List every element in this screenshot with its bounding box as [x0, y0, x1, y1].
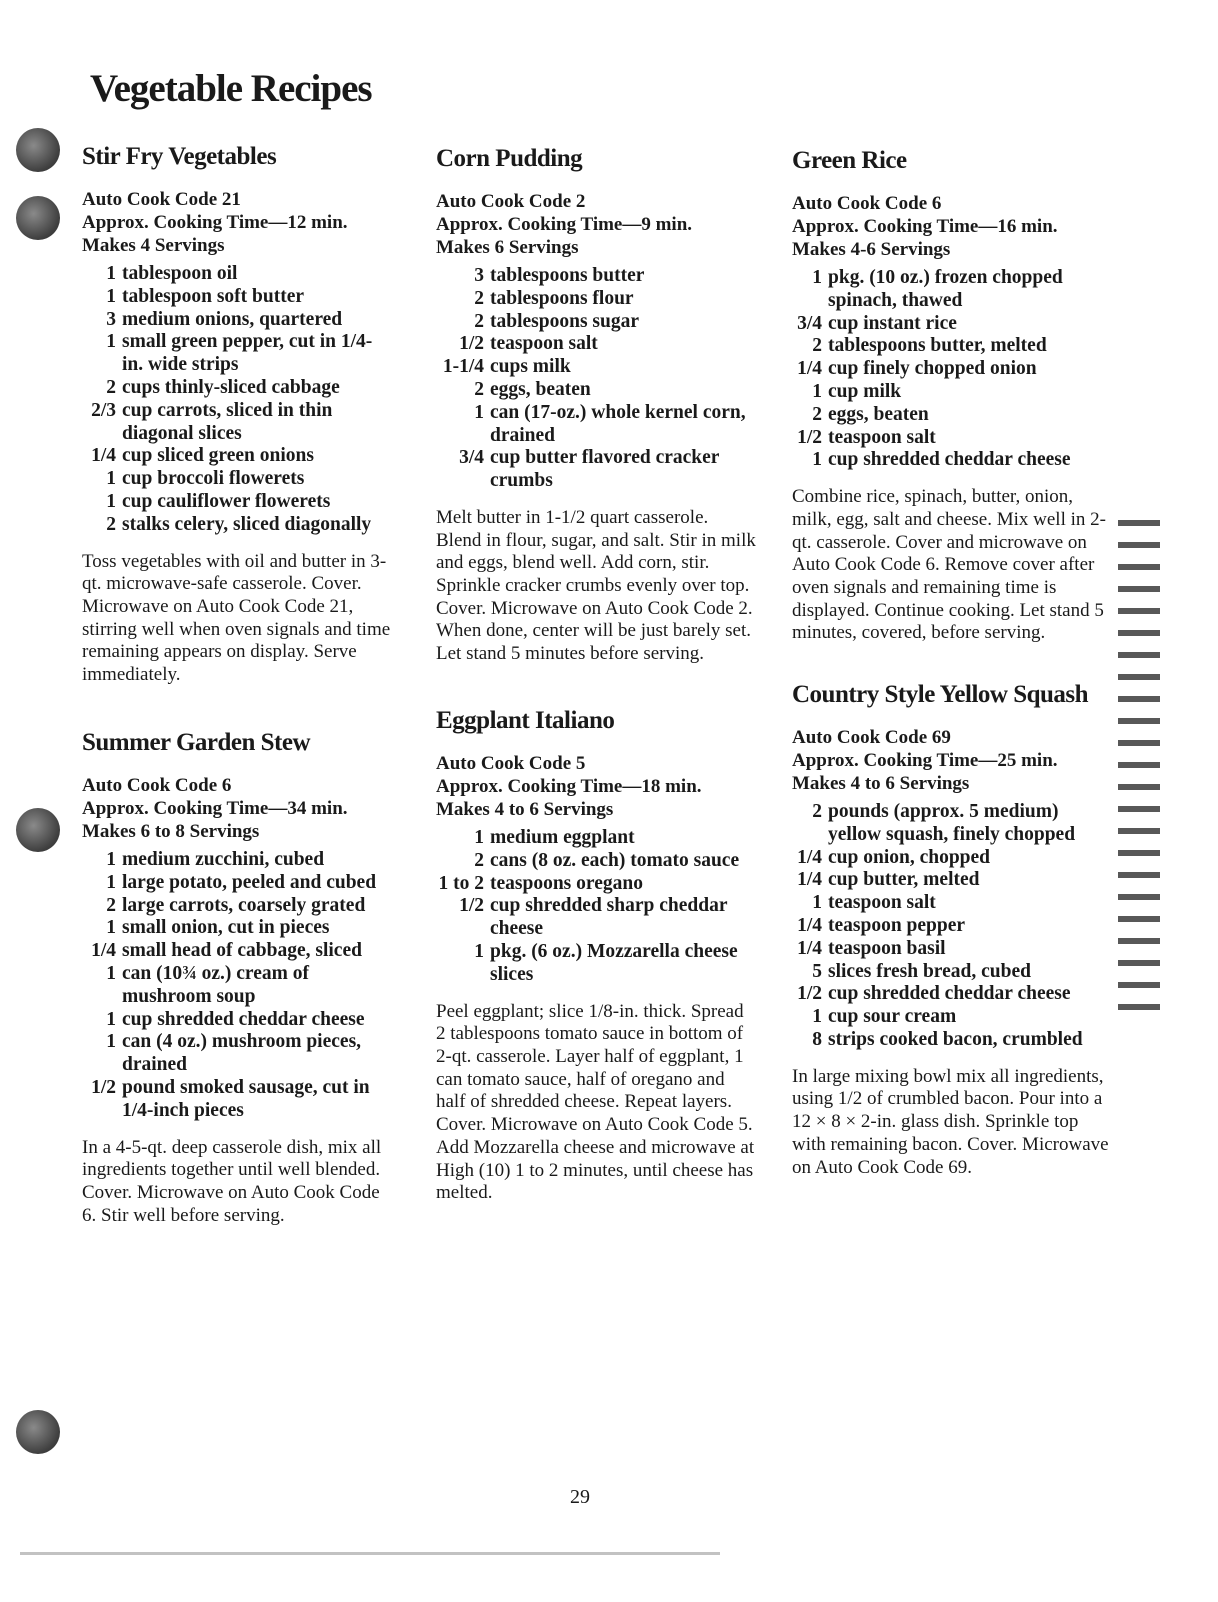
ingredient-description: cups thinly-sliced cabbage — [122, 376, 340, 398]
scan-bottom-line — [20, 1552, 720, 1555]
ingredient-quantity: 1/4 — [91, 445, 116, 467]
ingredient-item — [436, 850, 756, 873]
ingredient-quantity: 1/4 — [797, 937, 822, 959]
ingredient-item — [82, 917, 392, 940]
page-title: Vegetable Recipes — [90, 67, 372, 110]
binder-hole-4 — [16, 1410, 60, 1454]
ingredient-item — [792, 449, 1112, 472]
ingredient-description: large potato, peeled and cubed — [122, 871, 377, 893]
ingredient-description: pounds (approx. 5 medium) yellow squash, finely chopped — [828, 801, 1076, 845]
ingredient-item — [82, 872, 392, 895]
ingredient-item — [82, 309, 392, 332]
recipe-method: In a 4-5-qt. deep casserole dish, mix all ingredients together until well blended. Cover. Microwave on Auto Cook Code 6. Stir well before serving. — [82, 1136, 382, 1226]
ingredient-item — [792, 335, 1112, 358]
ingredient-description: stalks celery, sliced diagonally — [122, 513, 372, 535]
cooking-time: Approx. Cooking Time—12 min. — [82, 212, 348, 233]
ingredient-description: tablespoons butter — [490, 265, 645, 286]
ingredient-quantity: 2/3 — [91, 399, 116, 421]
ingredient-item — [792, 313, 1112, 336]
recipe-title: Corn Pudding — [436, 145, 583, 172]
ingredient-description: large carrots, coarsely grated — [122, 894, 366, 916]
servings: Makes 4-6 Servings — [792, 239, 951, 260]
recipe-title: Summer Garden Stew — [82, 729, 311, 756]
auto-cook-code: Auto Cook Code 2 — [436, 191, 586, 212]
ingredient-description: cup milk — [828, 380, 902, 402]
recipe-corn-pudding — [436, 144, 756, 685]
ingredient-item — [82, 468, 392, 491]
ingredient-item — [82, 963, 392, 1009]
ingredient-list — [792, 267, 1112, 472]
ingredient-quantity: 1/2 — [797, 426, 822, 448]
ingredient-description: cup carrots, sliced in thin diagonal slices — [122, 399, 333, 444]
recipe-title: Stir Fry Vegetables — [82, 143, 277, 170]
recipe-method: In large mixing bowl mix all ingredients, using 1/2 of crumbled bacon. Pour into a 12 × 8 × 2-in. glass dish. Sprinkle top with remaining bacon. Cover. Microwave on Auto Cook Code 69. — [792, 1065, 1109, 1178]
ingredient-quantity: 1 — [474, 401, 484, 423]
ingredient-quantity: 1/4 — [797, 846, 822, 868]
servings: Makes 4 Servings — [82, 235, 225, 256]
ingredient-item — [82, 1031, 392, 1077]
ingredient-quantity: 1/4 — [797, 869, 822, 891]
ingredient-quantity: 1 — [106, 285, 116, 307]
ingredient-description: cup shredded cheddar cheese — [122, 1008, 365, 1030]
page-number: 29 — [570, 1486, 590, 1508]
ingredient-item — [436, 827, 756, 850]
ingredient-item — [82, 1009, 392, 1032]
ingredient-description: teaspoon basil — [828, 937, 946, 959]
ingredient-description: cup sour cream — [828, 1006, 957, 1028]
ingredient-item — [436, 447, 756, 493]
ingredient-list — [792, 801, 1112, 1052]
ingredient-quantity: 2 — [812, 801, 822, 822]
ingredient-quantity: 1 — [106, 1008, 116, 1030]
cooking-time: Approx. Cooking Time—9 min. — [436, 214, 693, 235]
ingredient-description: tablespoons sugar — [490, 310, 639, 332]
binder-hole-3 — [16, 808, 60, 852]
ingredient-description: cup butter flavored cracker crumbs — [490, 447, 720, 492]
ingredient-quantity: 1 — [812, 449, 822, 471]
recipe-green-rice — [792, 146, 1112, 664]
ingredient-quantity: 3 — [474, 265, 484, 286]
ingredient-description: cup broccoli flowerets — [122, 468, 305, 490]
ingredient-quantity: 1 — [106, 917, 116, 939]
auto-cook-code: Auto Cook Code 69 — [792, 727, 951, 748]
servings: Makes 6 to 8 Servings — [82, 821, 260, 842]
ingredient-description: teaspoon pepper — [828, 914, 966, 936]
auto-cook-code: Auto Cook Code 6 — [792, 193, 942, 214]
ingredient-quantity: 1 — [812, 267, 822, 288]
recipe-title: Country Style Yellow Squash — [792, 681, 1089, 708]
ingredient-item — [82, 491, 392, 514]
ingredient-description: can (4 oz.) mushroom pieces, drained — [122, 1031, 362, 1076]
ingredient-quantity: 1 — [106, 962, 116, 984]
servings: Makes 4 to 6 Servings — [436, 799, 614, 820]
ingredient-quantity: 1 — [812, 1006, 822, 1028]
ingredient-description: cup shredded sharp cheddar cheese — [490, 895, 728, 940]
ingredient-description: slices fresh bread, cubed — [828, 960, 1031, 982]
ingredient-quantity: 3/4 — [797, 312, 822, 334]
ingredient-quantity: 2 — [106, 376, 116, 398]
ingredient-item — [792, 404, 1112, 427]
ingredient-item — [792, 847, 1112, 870]
ingredient-description: medium eggplant — [490, 827, 635, 848]
auto-cook-code: Auto Cook Code 6 — [82, 775, 232, 796]
ingredient-item — [82, 445, 392, 468]
ingredient-item — [792, 892, 1112, 915]
ingredient-quantity: 2 — [474, 378, 484, 400]
cooking-time: Approx. Cooking Time—18 min. — [436, 776, 702, 797]
ingredient-item — [792, 1006, 1112, 1029]
ingredient-quantity: 1 — [106, 849, 116, 870]
recipe-title: Eggplant Italiano — [436, 707, 615, 734]
ingredient-quantity: 1/2 — [459, 895, 484, 917]
ingredient-item — [436, 356, 756, 379]
ingredient-item — [792, 961, 1112, 984]
ingredient-description: cup shredded cheddar cheese — [828, 449, 1071, 471]
ingredient-item — [436, 895, 756, 941]
recipe-eggplant-italiano — [436, 706, 756, 1224]
ingredient-item — [436, 288, 756, 311]
recipe-country-style-yellow-squash — [792, 680, 1112, 1198]
ingredient-item — [792, 801, 1112, 847]
ingredient-description: eggs, beaten — [828, 403, 929, 425]
ingredient-description: teaspoon salt — [828, 426, 936, 448]
ingredient-quantity: 1 — [106, 468, 116, 490]
ingredient-item — [792, 938, 1112, 961]
ingredient-item — [792, 358, 1112, 381]
ingredient-item — [436, 311, 756, 334]
ingredient-description: can (10¾ oz.) cream of mushroom soup — [122, 962, 309, 1007]
binder-hole-2 — [16, 196, 60, 240]
auto-cook-code: Auto Cook Code 5 — [436, 753, 586, 774]
ingredient-quantity: 2 — [812, 403, 822, 425]
ingredient-description: cup shredded cheddar cheese — [828, 983, 1071, 1005]
ingredient-item — [82, 331, 392, 377]
ingredient-description: cup sliced green onions — [122, 445, 314, 467]
ingredient-quantity: 8 — [812, 1028, 822, 1050]
ingredient-description: teaspoons oregano — [490, 872, 643, 894]
ingredient-quantity: 1-1/4 — [442, 356, 484, 378]
ingredient-quantity: 1 — [474, 827, 484, 848]
ingredient-description: cup finely chopped onion — [828, 358, 1037, 380]
ingredient-item — [792, 915, 1112, 938]
recipe-title: Green Rice — [792, 147, 907, 174]
ingredient-description: tablespoons butter, melted — [828, 335, 1047, 357]
ingredient-description: can (17-oz.) whole kernel corn, drained — [490, 401, 746, 446]
ingredient-item — [82, 514, 392, 537]
ingredient-item — [82, 286, 392, 309]
ingredient-quantity: 2 — [474, 849, 484, 871]
ingredient-list — [82, 849, 392, 1123]
cooking-time: Approx. Cooking Time—25 min. — [792, 750, 1058, 771]
ingredient-description: cups milk — [490, 356, 571, 378]
cooking-time: Approx. Cooking Time—34 min. — [82, 798, 348, 819]
recipe-stir-fry-vegetables — [82, 142, 392, 706]
ingredient-item — [82, 1077, 392, 1123]
ingredient-quantity: 1/2 — [459, 333, 484, 355]
binder-hole-1 — [16, 128, 60, 172]
ingredient-item — [436, 333, 756, 356]
ingredient-quantity: 1 — [106, 871, 116, 893]
ingredient-item — [436, 941, 756, 987]
recipe-summer-garden-stew — [82, 728, 392, 1246]
ingredient-item — [792, 381, 1112, 404]
ingredient-quantity: 5 — [812, 960, 822, 982]
recipe-method: Toss vegetables with oil and butter in 3-qt. microwave-safe casserole. Cover. Microwave on Auto Cook Code 21, stirring well when oven signals and time remaining appears on display. Serve immediately. — [82, 550, 391, 686]
ingredient-description: cup instant rice — [828, 312, 957, 334]
ingredient-item — [436, 873, 756, 896]
ingredient-quantity: 1 — [106, 263, 116, 284]
ingredient-description: teaspoon salt — [490, 333, 598, 355]
cooking-time: Approx. Cooking Time—16 min. — [792, 216, 1058, 237]
ingredient-list — [436, 827, 756, 987]
ingredient-quantity: 1 — [106, 331, 116, 353]
ingredient-quantity: 3/4 — [459, 447, 484, 469]
ingredient-description: medium zucchini, cubed — [122, 849, 325, 870]
ingredient-quantity: 1/4 — [91, 940, 116, 962]
ingredient-quantity: 2 — [106, 513, 116, 535]
ingredient-quantity: 1/4 — [797, 914, 822, 936]
ingredient-description: medium onions, quartered — [122, 308, 343, 330]
ingredient-quantity: 1 — [812, 892, 822, 914]
ingredient-item — [82, 377, 392, 400]
recipe-method: Combine rice, spinach, butter, onion, milk, egg, salt and cheese. Mix well in 2-qt. casserole. Cover and microwave on Auto Cook Code 6. Remove cover after oven signals and remaining time is displayed. Continue cooking. Let stand 5 minutes, covered, before serving. — [792, 486, 1106, 644]
ingredient-description: tablespoon oil — [122, 263, 238, 284]
ingredient-item — [82, 849, 392, 872]
ingredient-quantity: 2 — [474, 310, 484, 332]
ingredient-item — [436, 379, 756, 402]
recipe-method: Peel eggplant; slice 1/8-in. thick. Spread 2 tablespoons tomato sauce in bottom of 2-qt. casserole. Layer half of eggplant, 1 can tomato sauce, half of oregano and half of shredded cheese. Repeat layers. Cover. Microwave on Auto Cook Code 5. Add Mozzarella cheese and microwave at High (10) 1 to 2 minutes, until cheese has melted. — [436, 1000, 755, 1204]
ingredient-description: teaspoon salt — [828, 892, 936, 914]
ingredient-description: cans (8 oz. each) tomato sauce — [490, 849, 740, 871]
ingredient-description: small green pepper, cut in 1/4-in. wide strips — [122, 331, 373, 376]
ingredient-quantity: 1/2 — [91, 1076, 116, 1098]
ingredient-item — [792, 427, 1112, 450]
ingredient-quantity: 1 — [812, 380, 822, 402]
ingredient-description: small head of cabbage, sliced — [122, 940, 362, 962]
ingredient-list — [436, 265, 756, 493]
ingredient-description: pkg. (10 oz.) frozen chopped spinach, thawed — [828, 267, 1063, 311]
ingredient-description: pkg. (6 oz.) Mozzarella cheese slices — [490, 940, 738, 985]
ingredient-quantity: 2 — [812, 335, 822, 357]
recipe-method: Melt butter in 1-1/2 quart casserole. Blend in flour, sugar, and salt. Stir in milk and eggs, blend well. Add corn, stir. Sprinkle cracker crumbs evenly over top. Cover. Microwave on Auto Cook Code 2. When done, center will be just barely set. Let stand 5 minutes before serving. — [436, 506, 756, 665]
servings: Makes 4 to 6 Servings — [792, 773, 970, 794]
ingredient-item — [792, 1029, 1112, 1052]
ingredient-item — [792, 267, 1112, 313]
ingredient-description: pound smoked sausage, cut in 1/4-inch pieces — [122, 1076, 370, 1121]
ingredient-item — [82, 895, 392, 918]
ingredient-description: cup onion, chopped — [828, 846, 991, 868]
ingredient-quantity: 2 — [106, 894, 116, 916]
ingredient-item — [792, 869, 1112, 892]
ingredient-quantity: 1 to 2 — [438, 872, 484, 894]
ingredient-quantity: 1/2 — [797, 983, 822, 1005]
ingredient-description: tablespoons flour — [490, 287, 634, 309]
servings: Makes 6 Servings — [436, 237, 579, 258]
ingredient-description: cup butter, melted — [828, 869, 980, 891]
ingredient-description: cup cauliflower flowerets — [122, 490, 331, 512]
ingredient-item — [82, 940, 392, 963]
ingredient-item — [82, 263, 392, 286]
ingredient-quantity: 1 — [474, 940, 484, 962]
ingredient-item — [82, 400, 392, 446]
ingredient-quantity: 2 — [474, 287, 484, 309]
ingredient-quantity: 1 — [106, 490, 116, 512]
ingredient-quantity: 1/4 — [797, 358, 822, 380]
ingredient-item — [436, 402, 756, 448]
scan-edge-marks — [1118, 520, 1160, 1020]
ingredient-description: tablespoon soft butter — [122, 285, 305, 307]
ingredient-item — [436, 265, 756, 288]
ingredient-list — [82, 263, 392, 537]
ingredient-description: strips cooked bacon, crumbled — [828, 1028, 1083, 1050]
ingredient-quantity: 1 — [106, 1031, 116, 1053]
ingredient-description: eggs, beaten — [490, 378, 591, 400]
ingredient-item — [792, 983, 1112, 1006]
ingredient-quantity: 3 — [106, 308, 116, 330]
ingredient-description: small onion, cut in pieces — [122, 917, 330, 939]
auto-cook-code: Auto Cook Code 21 — [82, 189, 241, 210]
